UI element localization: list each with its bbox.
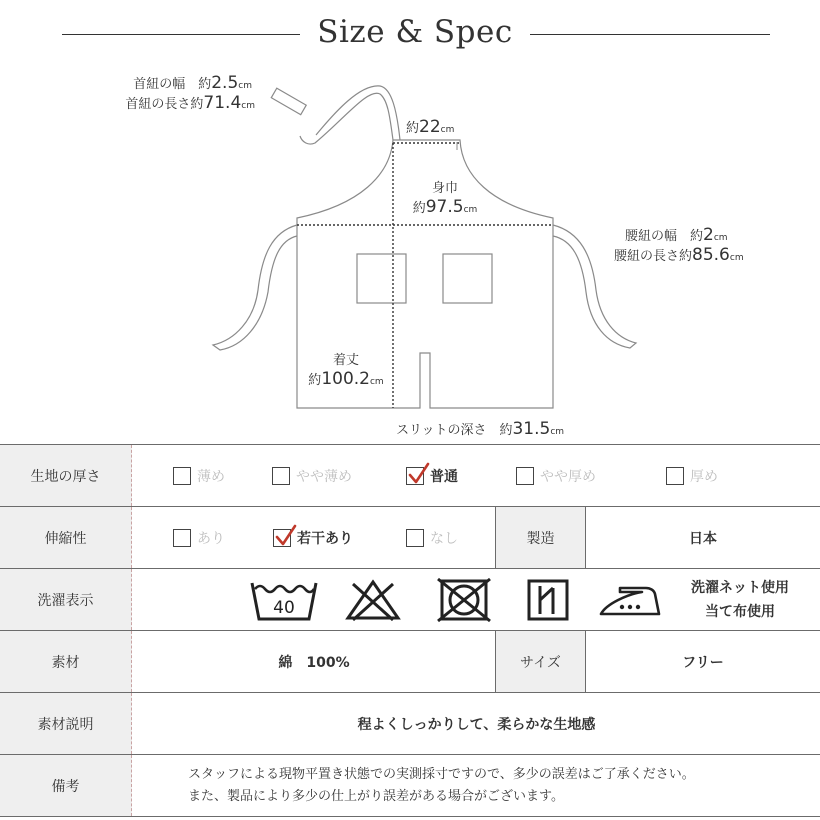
row-label: 素材説明 xyxy=(0,693,132,754)
line-dry-icon xyxy=(523,569,573,630)
care-symbols xyxy=(133,569,820,630)
stretch-option[interactable]: あり xyxy=(173,507,225,568)
made-in-value: 日本 xyxy=(689,530,717,547)
slit-depth-label: スリットの深さ 約31.5cm xyxy=(396,419,565,439)
made-in-label: 製造 xyxy=(495,507,586,568)
checkbox-icon[interactable] xyxy=(173,467,191,485)
apron-diagram xyxy=(0,60,820,445)
spec-row-care xyxy=(0,569,820,631)
row-label: 生地の厚さ xyxy=(0,445,132,506)
wash-40-icon xyxy=(248,569,320,630)
material-value: 綿 100% xyxy=(278,654,350,671)
checkbox-icon[interactable] xyxy=(406,529,424,547)
header-rule-left xyxy=(62,34,300,35)
body-width-label: 身巾 約97.5cm xyxy=(412,181,478,217)
thickness-option[interactable]: やや厚め xyxy=(516,445,596,506)
no-tumble-dry-icon xyxy=(433,569,495,630)
remarks-body xyxy=(133,755,820,816)
spec-row-thickness xyxy=(0,445,820,507)
row-label: 伸縮性 xyxy=(0,507,132,568)
row-label: 備考 xyxy=(0,755,132,816)
thickness-option[interactable]: 普通 xyxy=(406,445,458,506)
stretch-option[interactable]: なし xyxy=(406,507,458,568)
stretch-options xyxy=(133,507,820,568)
checkbox-icon[interactable] xyxy=(173,529,191,547)
no-bleach-icon xyxy=(343,569,403,630)
checkbox-icon[interactable] xyxy=(272,467,290,485)
length-label: 着丈 約100.2cm xyxy=(308,353,384,389)
iron-medium-icon xyxy=(595,569,665,630)
row-label: 洗濯表示 xyxy=(0,569,132,630)
top-width-label: 約22cm xyxy=(406,117,455,137)
row-label: 素材 xyxy=(0,631,132,692)
spec-row-stretch xyxy=(0,507,820,569)
care-note: 洗濯ネット使用 当て布使用 xyxy=(691,579,789,620)
material-description-body xyxy=(133,693,820,754)
neck-strap-width-label: 首紐の幅 約2.5cm xyxy=(133,73,252,93)
size-label: サイズ xyxy=(495,631,586,692)
page-title: Size & Spec xyxy=(317,14,513,50)
stretch-option[interactable]: 若干あり xyxy=(273,507,353,568)
material-body xyxy=(133,631,820,692)
spec-row-remarks xyxy=(0,755,820,817)
header-rule-right xyxy=(530,34,770,35)
check-icon xyxy=(275,524,297,548)
waist-strap-length-label: 腰紐の長さ約85.6cm xyxy=(614,245,744,265)
thickness-option[interactable]: 厚め xyxy=(666,445,718,506)
thickness-option[interactable]: やや薄め xyxy=(272,445,352,506)
spec-table xyxy=(0,444,820,817)
size-value: フリー xyxy=(682,654,724,671)
checked-checkbox-icon[interactable] xyxy=(273,529,291,547)
spec-row-material xyxy=(0,631,820,693)
svg-text:40: 40 xyxy=(273,597,295,618)
checkbox-icon[interactable] xyxy=(666,467,684,485)
thickness-option[interactable]: 薄め xyxy=(173,445,225,506)
checkbox-icon[interactable] xyxy=(516,467,534,485)
thickness-options xyxy=(133,445,820,506)
waist-strap-width-label: 腰紐の幅 約2cm xyxy=(625,225,728,245)
check-icon xyxy=(408,462,430,486)
material-description-value: 程よくしっかりして、柔らかな生地感 xyxy=(357,716,596,733)
remarks-note: スタッフによる現物平置き状態での実測採寸ですので、多少の誤差はご了承ください。 また、製品により多少の仕上がり誤差がある場合がございます。 xyxy=(188,766,695,804)
spec-row-material-description xyxy=(0,693,820,755)
checked-checkbox-icon[interactable] xyxy=(406,467,424,485)
neck-strap-length-label: 首紐の長さ約71.4cm xyxy=(125,93,255,113)
